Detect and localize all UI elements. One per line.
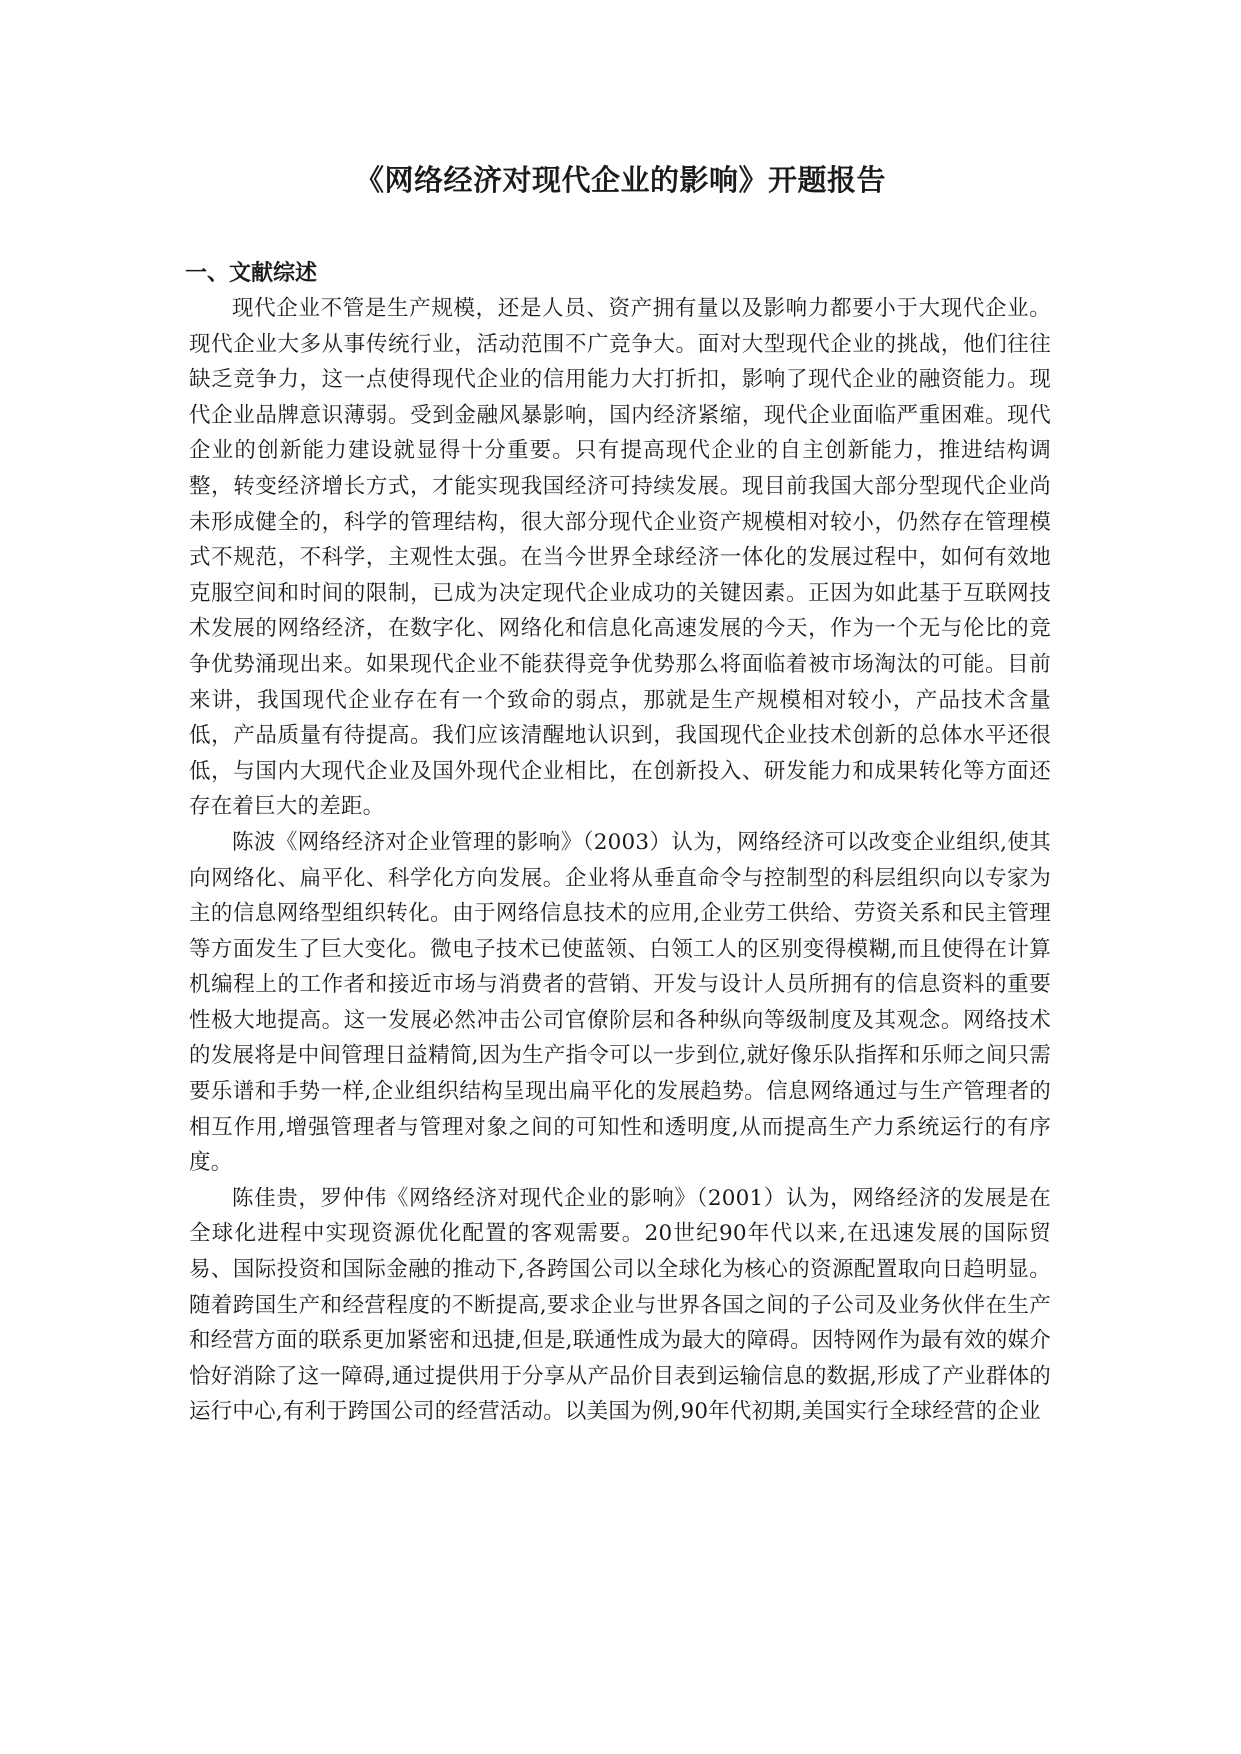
section-literature-review — [185, 255, 1051, 1430]
paragraph: 陈波《网络经济对企业管理的影响》（2003）认为，网络经济可以改变企业组织,使其向网络化、扁平化、科学化方向发展。企业将从垂直命令与控制型的科层组织向以专家为主的信息网络型组织转化。由于网络信息技术的应用,企业劳工供给、劳资关系和民主管理等方面发生了巨大变化。微电子技术已使蓝领、白领工人的区别变得模糊,而且使得在计算机编程上的工作者和接近市场与消费者的营销、开发与设计人员所拥有的信息资料的重要性极大地提高。这一发展必然冲击公司官僚阶层和各种纵向等级制度及其观念。网络技术的发展将是中间管理日益精简,因为生产指令可以一步到位,就好像乐队指挥和乐师之间只需要乐谱和手势一样,企业组织结构呈现出扁平化的发展趋势。信息网络通过与生产管理者的相互作用,增强管理者与管理对象之间的可知性和透明度,从而提高生产力系统运行的有序度。 — [189, 829, 1051, 1176]
section-heading: 一、文献综述 — [185, 260, 318, 286]
document-body — [185, 255, 1051, 1430]
paragraph: 陈佳贵，罗仲伟《网络经济对现代企业的影响》（2001）认为，网络经济的发展是在全球化进程中实现资源优化配置的客观需要。20世纪90年代以来,在迅速发展的国际贸易、国际投资和国际金融的推动下,各跨国公司以全球化为核心的资源配置取向日趋明显。随着跨国生产和经营程度的不断提高,要求企业与世界各国之间的子公司及业务伙伴在生产和经营方面的联系更加紧密和迅捷,但是,联通性成为最大的障碍。因特网作为最有效的媒介恰好消除了这一障碍,通过提供用于分享从产品价目表到运输信息的数据,形成了产业群体的运行中心,有利于跨国公司的经营活动。以美国为例,90年代初期,美国实行全球经营的企业 — [189, 1185, 1051, 1425]
paragraph: 现代企业不管是生产规模，还是人员、资产拥有量以及影响力都要小于大现代企业。现代企业大多从事传统行业，活动范围不广竞争大。面对大型现代企业的挑战，他们往往缺乏竞争力，这一点使得现代企业的信用能力大打折扣，影响了现代企业的融资能力。现代企业品牌意识薄弱。受到金融风暴影响，国内经济紧缩，现代企业面临严重困难。现代企业的创新能力建设就显得十分重要。只有提高现代企业的自主创新能力，推进结构调整，转变经济增长方式，才能实现我国经济可持续发展。现目前我国大部分型现代企业尚未形成健全的，科学的管理结构，很大部分现代企业资产规模相对较小，仍然存在管理模式不规范，不科学，主观性太强。在当今世界全球经济一体化的发展过程中，如何有效地克服空间和时间的限制，已成为决定现代企业成功的关键因素。正因为如此基于互联网技术发展的网络经济，在数字化、网络化和信息化高速发展的今天，作为一个无与伦比的竞争优势涌现出来。如果现代企业不能获得竞争优势那么将面临着被市场淘汰的可能。目前来讲，我国现代企业存在有一个致命的弱点，那就是生产规模相对较小，产品技术含量低，产品质量有待提高。我们应该清醒地认识到，我国现代企业技术创新的总体水平还很低，与国内大现代企业及国外现代企业相比，在创新投入、研发能力和成果转化等方面还存在着巨大的差距。 — [189, 296, 1051, 820]
page-title: 《网络经济对现代企业的影响》开题报告 — [354, 163, 886, 197]
